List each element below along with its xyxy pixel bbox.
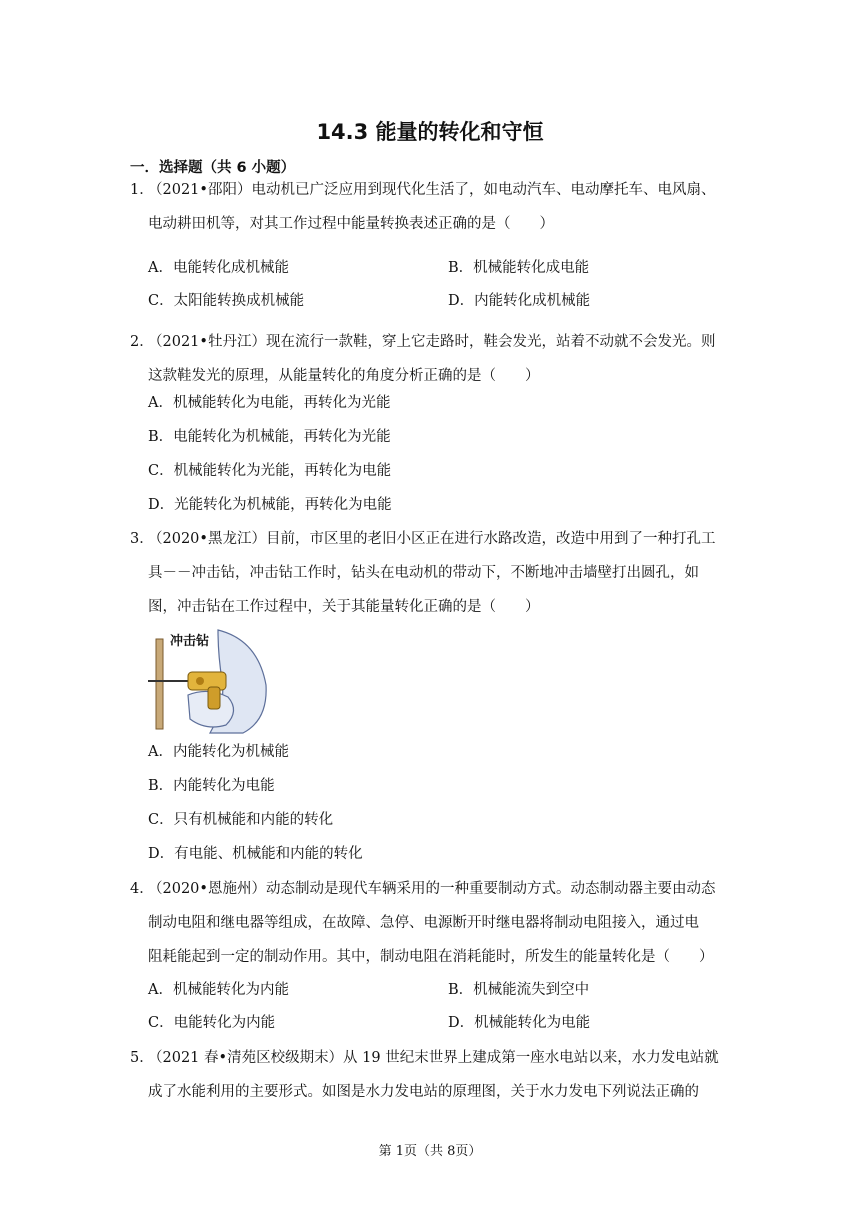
option-d: D．有电能、机械能和内能的转化 — [148, 846, 363, 862]
question-number: 4． — [130, 881, 154, 897]
question-text-line: 电动耕田机等，对其工作过程中能量转换表述正确的是（ ） — [148, 216, 554, 232]
drill-handle-shape — [208, 687, 220, 709]
option-b: B．机械能转化成电能 — [448, 260, 590, 276]
question-text-line: 这款鞋发光的原理，从能量转化的角度分析正确的是（ ） — [148, 368, 540, 384]
question-text-line: （2020•恩施州）动态制动是现代车辆采用的一种重要制动方式。动态制动器主要由动态 — [148, 881, 716, 897]
question-text-line: 阻耗能起到一定的制动作用。其中，制动电阻在消耗能时，所发生的能量转化是（ ） — [148, 949, 714, 965]
page-footer: 第 1页（共 8页） — [378, 1144, 482, 1159]
impact-drill-illustration — [148, 625, 270, 737]
drill-chuck-shape — [196, 677, 204, 685]
question-text-line: 图，冲击钻在工作过程中，关于其能量转化正确的是（ ） — [148, 599, 540, 615]
option-d: D．机械能转化为电能 — [448, 1015, 591, 1031]
option-a: A．内能转化为机械能 — [148, 744, 289, 760]
option-d: D．内能转化成机械能 — [448, 293, 591, 309]
option-b: B．内能转化为电能 — [148, 778, 275, 794]
question-5-stem — [130, 1041, 730, 1109]
question-text-line: 成了水能利用的主要形式。如图是水力发电站的原理图，关于水力发电下列说法正确的 — [148, 1084, 699, 1100]
question-2-stem — [130, 325, 730, 393]
question-3-stem — [130, 522, 730, 624]
impact-drill-figure — [148, 625, 270, 737]
option-c: C．只有机械能和内能的转化 — [148, 812, 334, 828]
question-number: 5． — [130, 1050, 154, 1066]
page-title: 14.3 能量的转化和守恒 — [316, 120, 544, 144]
section-heading: 一．选择题（共 6 小题） — [130, 160, 296, 176]
question-number: 3． — [130, 531, 154, 547]
option-b: B．电能转化为机械能，再转化为光能 — [148, 429, 391, 445]
option-a: A．机械能转化为内能 — [148, 982, 289, 998]
option-c: C．电能转化为内能 — [148, 1015, 276, 1031]
question-text-line: （2021•牡丹江）现在流行一款鞋，穿上它走路时，鞋会发光，站着不动就不会发光。则 — [148, 334, 716, 350]
question-text-line: 具－－冲击钻，冲击钻工作时，钻头在电动机的带动下，不断地冲击墙壁打出圆孔，如 — [148, 565, 699, 581]
question-number: 1． — [130, 182, 154, 198]
question-number: 2． — [130, 334, 154, 350]
question-text-line: （2021 春•清苑区校级期末）从 19 世纪末世界上建成第一座水电站以来，水力发电站就 — [148, 1050, 719, 1066]
question-1-stem — [130, 173, 730, 241]
option-a: A．电能转化成机械能 — [148, 260, 289, 276]
option-c: C．机械能转化为光能，再转化为电能 — [148, 463, 392, 479]
wall-shape — [156, 639, 163, 729]
question-text-line: （2021•邵阳）电动机已广泛应用到现代化生活了，如电动汽车、电动摩托车、电风扇、 — [148, 182, 716, 198]
drill-body-shape — [188, 672, 226, 690]
option-d: D．光能转化为机械能，再转化为电能 — [148, 497, 392, 513]
figure-label: 冲击钻 — [170, 634, 210, 649]
question-text-line: 制动电阻和继电器等组成，在故障、急停、电源断开时继电器将制动电阻接入，通过电 — [148, 915, 699, 931]
option-a: A．机械能转化为电能，再转化为光能 — [148, 395, 391, 411]
question-4-stem — [130, 872, 730, 974]
option-c: C．太阳能转换成机械能 — [148, 293, 305, 309]
option-b: B．机械能流失到空中 — [448, 982, 590, 998]
question-text-line: （2020•黑龙江）目前，市区里的老旧小区正在进行水路改造，改造中用到了一种打孔工 — [148, 531, 716, 547]
